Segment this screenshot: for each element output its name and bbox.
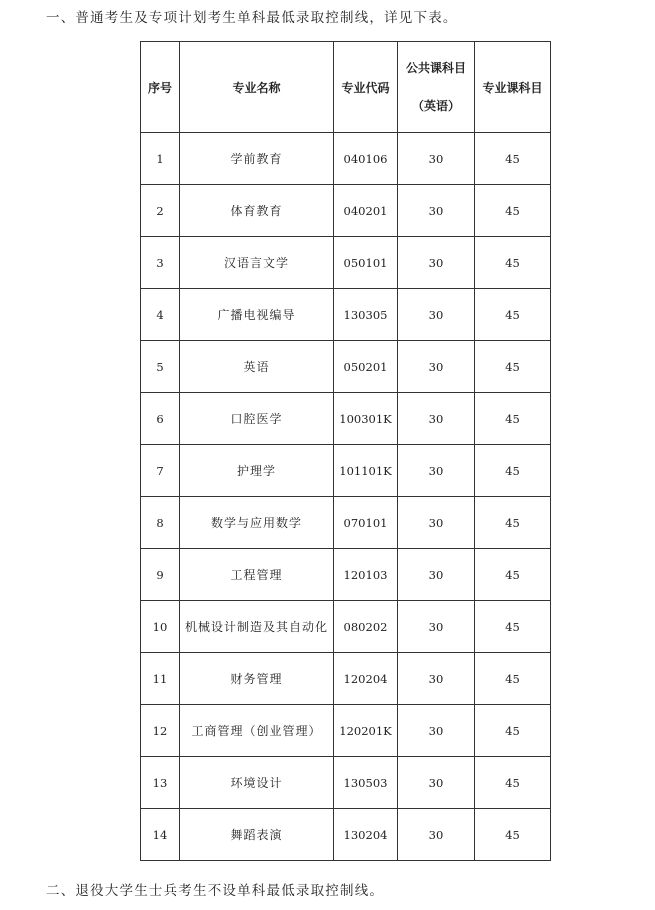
cell-major-name: 学前教育	[180, 133, 334, 185]
cell-index: 2	[141, 185, 180, 237]
cell-index: 11	[141, 653, 180, 705]
header-public-subject	[398, 42, 475, 133]
table-header-row	[141, 42, 551, 133]
cell-major-code: 050201	[334, 341, 398, 393]
cell-public-score: 30	[398, 393, 475, 445]
cell-professional-score: 45	[475, 653, 551, 705]
cell-major-code: 120201K	[334, 705, 398, 757]
cell-public-score: 30	[398, 185, 475, 237]
header-public-line1: 公共课科目	[405, 61, 466, 75]
cell-professional-score: 45	[475, 757, 551, 809]
cell-index: 13	[141, 757, 180, 809]
cell-public-score: 30	[398, 497, 475, 549]
cell-public-score: 30	[398, 705, 475, 757]
cell-public-score: 30	[398, 237, 475, 289]
cell-major-name: 广播电视编导	[180, 289, 334, 341]
table-row	[141, 809, 551, 861]
cell-public-score: 30	[398, 809, 475, 861]
cell-index: 6	[141, 393, 180, 445]
cell-major-code: 130305	[334, 289, 398, 341]
cell-index: 8	[141, 497, 180, 549]
cell-major-code: 040201	[334, 185, 398, 237]
cell-major-name: 汉语言文学	[180, 237, 334, 289]
cell-major-name: 机械设计制造及其自动化	[180, 601, 334, 653]
header-major-code: 专业代码	[334, 42, 398, 133]
cell-major-code: 120204	[334, 653, 398, 705]
cell-professional-score: 45	[475, 185, 551, 237]
cell-professional-score: 45	[475, 133, 551, 185]
header-public-line2: （英语）	[411, 99, 460, 113]
cell-public-score: 30	[398, 653, 475, 705]
cell-professional-score: 45	[475, 809, 551, 861]
cell-major-name: 舞蹈表演	[180, 809, 334, 861]
cell-professional-score: 45	[475, 601, 551, 653]
cell-index: 1	[141, 133, 180, 185]
cell-index: 12	[141, 705, 180, 757]
cell-index: 10	[141, 601, 180, 653]
cell-professional-score: 45	[475, 705, 551, 757]
cell-professional-score: 45	[475, 393, 551, 445]
footer-paragraph: 二、退役大学生士兵考生不设单科最低录取控制线。	[46, 883, 385, 899]
table-row	[141, 133, 551, 185]
cell-major-name: 工商管理（创业管理）	[180, 705, 334, 757]
cell-index: 7	[141, 445, 180, 497]
cell-public-score: 30	[398, 445, 475, 497]
cell-major-code: 070101	[334, 497, 398, 549]
cell-major-code: 100301K	[334, 393, 398, 445]
cell-public-score: 30	[398, 341, 475, 393]
cell-professional-score: 45	[475, 549, 551, 601]
table-row	[141, 393, 551, 445]
cell-major-code: 130503	[334, 757, 398, 809]
cell-major-name: 工程管理	[180, 549, 334, 601]
header-index: 序号	[141, 42, 180, 133]
table-row	[141, 653, 551, 705]
cell-major-name: 护理学	[180, 445, 334, 497]
cell-professional-score: 45	[475, 445, 551, 497]
cell-major-code: 080202	[334, 601, 398, 653]
cell-public-score: 30	[398, 601, 475, 653]
cell-major-code: 040106	[334, 133, 398, 185]
cell-major-code: 120103	[334, 549, 398, 601]
cell-index: 4	[141, 289, 180, 341]
score-table	[140, 41, 551, 861]
cell-index: 9	[141, 549, 180, 601]
cell-public-score: 30	[398, 757, 475, 809]
cell-professional-score: 45	[475, 497, 551, 549]
cell-professional-score: 45	[475, 289, 551, 341]
table-row	[141, 289, 551, 341]
cell-index: 5	[141, 341, 180, 393]
cell-major-name: 财务管理	[180, 653, 334, 705]
table-row	[141, 445, 551, 497]
table-row	[141, 757, 551, 809]
cell-major-name: 体育教育	[180, 185, 334, 237]
table-row	[141, 497, 551, 549]
intro-paragraph: 一、普通考生及专项计划考生单科最低录取控制线，详见下表。	[46, 10, 458, 26]
cell-major-name: 环境设计	[180, 757, 334, 809]
table-row	[141, 549, 551, 601]
cell-major-code: 101101K	[334, 445, 398, 497]
table-row	[141, 341, 551, 393]
header-professional-subject: 专业课科目	[475, 42, 551, 133]
cell-major-name: 数学与应用数学	[180, 497, 334, 549]
table-row	[141, 705, 551, 757]
cell-index: 14	[141, 809, 180, 861]
cell-public-score: 30	[398, 133, 475, 185]
table-row	[141, 237, 551, 289]
cell-major-name: 英语	[180, 341, 334, 393]
cell-major-name: 口腔医学	[180, 393, 334, 445]
header-major-name: 专业名称	[180, 42, 334, 133]
table-row	[141, 185, 551, 237]
table-row	[141, 601, 551, 653]
cell-public-score: 30	[398, 289, 475, 341]
cell-major-code: 130204	[334, 809, 398, 861]
table-body	[141, 133, 551, 861]
cell-index: 3	[141, 237, 180, 289]
cell-major-code: 050101	[334, 237, 398, 289]
cell-professional-score: 45	[475, 341, 551, 393]
cell-public-score: 30	[398, 549, 475, 601]
cell-professional-score: 45	[475, 237, 551, 289]
